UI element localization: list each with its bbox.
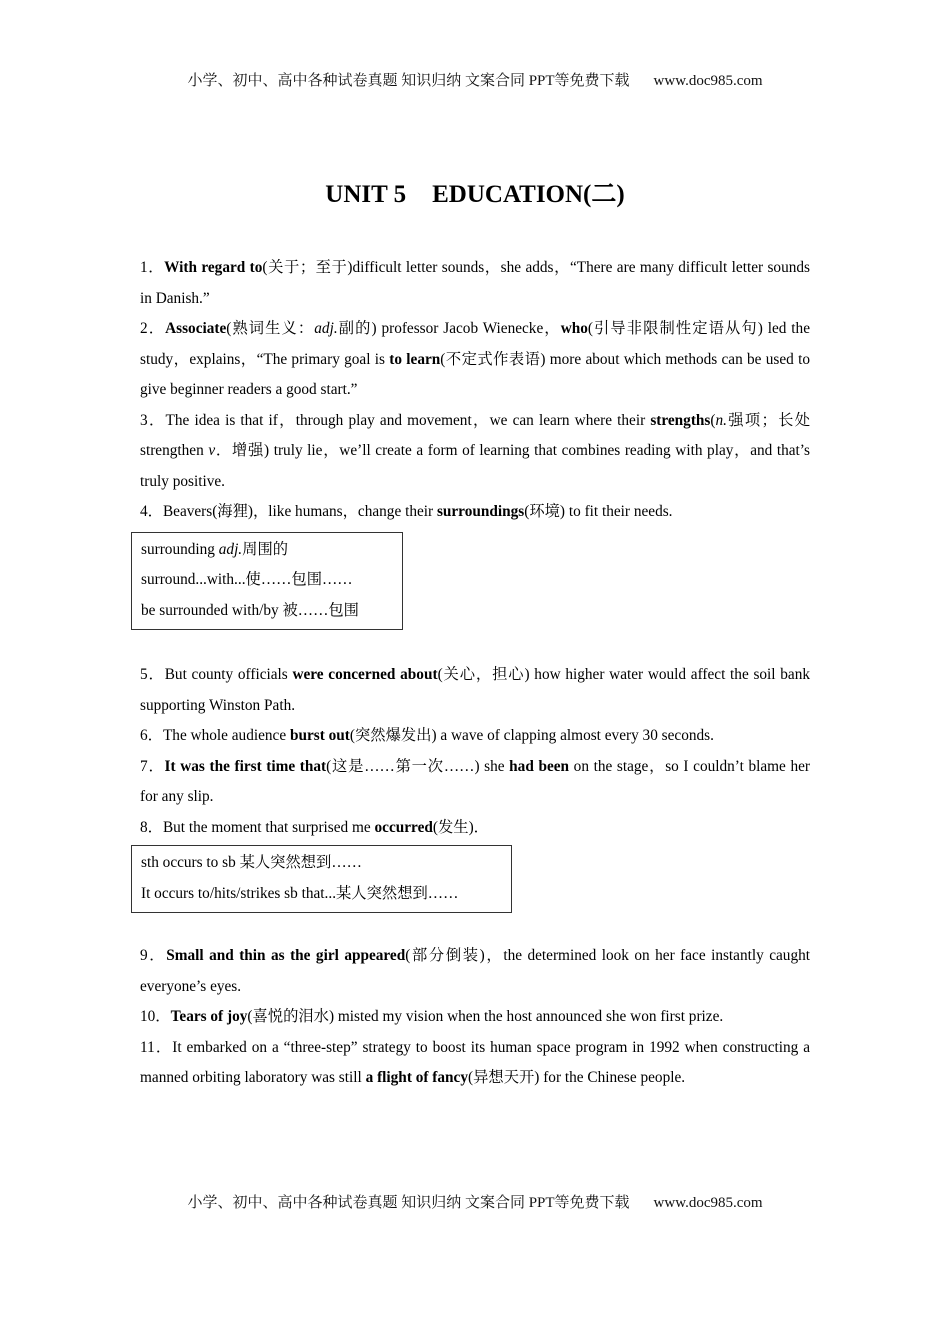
document-body xyxy=(140,253,810,1094)
sentence-item xyxy=(140,253,810,314)
sentence-text: (部分倒装)，the determined look on her face instantly caught everyone’s eyes. xyxy=(140,947,810,995)
key-phrase: who xyxy=(560,320,588,337)
key-phrase: were concerned about xyxy=(292,666,438,683)
sentence-text: (这是……第一次……) she xyxy=(326,757,510,775)
sentence-text: 6．The whole audience xyxy=(140,727,290,744)
page-title xyxy=(0,174,950,210)
sentence-text: n. xyxy=(715,411,727,429)
key-phrase: Small and thin as the girl appeared xyxy=(166,947,406,964)
key-phrase: With regard to xyxy=(164,259,263,276)
sentence-item xyxy=(140,1033,810,1094)
sentence-text: 11．It embarked on a “three-step” strategy to boost its human space program in 1992 when constructing a manned orbiting laboratory was still xyxy=(140,1038,810,1086)
sentence-text: (突然爆发出) a wave of clapping almost every 30 seconds. xyxy=(349,727,714,744)
sentence-list-1 xyxy=(140,253,810,528)
sentence-item xyxy=(140,721,810,752)
sentence-text: 2． xyxy=(140,320,166,337)
vocab-line: surround...with...使……包围…… xyxy=(141,571,353,588)
vocab-box-surround xyxy=(131,532,403,631)
key-phrase: burst out xyxy=(289,727,350,744)
key-phrase: to learn xyxy=(389,350,441,368)
sentence-text: 强项；长处 strengthen xyxy=(140,411,810,459)
key-phrase: surroundings xyxy=(436,503,525,520)
vocab-line: be surrounded with/by 被……包围 xyxy=(141,601,359,619)
page-header xyxy=(0,69,950,90)
sentence-list-3 xyxy=(140,941,810,1094)
sentence-item xyxy=(140,941,810,1002)
key-phrase: Tears of joy xyxy=(170,1008,248,1025)
sentence-text: (发生)． xyxy=(432,818,489,836)
sentence-text: (喜悦的泪水) misted my vision when the host announced she won first prize. xyxy=(247,1008,724,1025)
vocab-line: It occurs to/hits/strikes sb that...某人突然想到…… xyxy=(141,884,459,902)
sentence-text: (环境) to fit their needs. xyxy=(524,503,673,520)
sentence-text: on the stage，so I couldn’t blame her for any slip. xyxy=(140,757,810,805)
sentence-item xyxy=(140,813,810,844)
key-phrase: a flight of fancy xyxy=(365,1069,468,1086)
title-topic: EDUCATION(二) xyxy=(432,181,625,208)
sentence-text: 7． xyxy=(140,757,165,775)
sentence-text: 3．The idea is that if，through play and movement，we can learn where their xyxy=(140,411,651,429)
sentence-item xyxy=(140,660,810,721)
header-text: 小学、初中、高中各种试卷真题 知识归纳 文案合同 PPT等免费下载 xyxy=(187,73,630,89)
sentence-text: adj. xyxy=(314,320,338,337)
sentence-item xyxy=(140,406,810,498)
vocab-box-occur xyxy=(131,845,512,913)
key-phrase: occurred xyxy=(374,818,433,836)
sentence-item xyxy=(140,497,810,528)
key-phrase: It was the first time that xyxy=(164,757,327,775)
sentence-text: 10． xyxy=(140,1008,171,1025)
sentence-text: 8．But the moment that surprised me xyxy=(140,818,375,836)
sentence-list-2 xyxy=(140,660,810,843)
sentence-item xyxy=(140,314,810,406)
vocab-line: sth occurs to sb 某人突然想到…… xyxy=(141,854,362,871)
sentence-text: (不定式作表语) more about which methods can be used to give beginner readers a good start.” xyxy=(140,350,810,398)
sentence-text: v xyxy=(208,442,216,459)
vocab-line: surrounding adj.周围的 xyxy=(141,540,289,558)
footer-text: 小学、初中、高中各种试卷真题 知识归纳 文案合同 PPT等免费下载 xyxy=(187,1195,630,1211)
page-footer xyxy=(0,1191,950,1212)
title-unit: UNIT 5 xyxy=(325,181,407,208)
sentence-text: ( xyxy=(710,411,716,429)
sentence-text: (引导非限制性定语从句) led the study，explains，“The primary goal is xyxy=(140,320,810,368)
key-phrase: strengths xyxy=(650,411,711,429)
sentence-text: 4．Beavers(海狸)，like humans，change their xyxy=(140,503,437,520)
sentence-text: 1． xyxy=(140,259,165,276)
sentence-text: (关于；至于)difficult letter sounds，she adds，“There are many difficult letter sounds in Danish.” xyxy=(140,259,810,307)
sentence-item xyxy=(140,752,810,813)
header-site: www.doc985.com xyxy=(653,73,763,89)
key-phrase: had been xyxy=(509,757,570,775)
sentence-text: ．增强) truly lie，we’ll create a form of learning that combines reading with play，and that’s truly positive. xyxy=(140,442,811,490)
sentence-text: (熟词生义： xyxy=(226,320,315,337)
sentence-text: 5．But county officials xyxy=(140,666,293,683)
sentence-text: 9． xyxy=(140,947,167,964)
footer-site: www.doc985.com xyxy=(653,1195,763,1211)
sentence-item xyxy=(140,1002,810,1033)
sentence-text: 副的) professor Jacob Wienecke， xyxy=(337,320,561,337)
key-phrase: Associate xyxy=(165,320,227,337)
sentence-text: (关心，担心) how higher water would affect the soil bank supporting Winston Path. xyxy=(140,666,810,714)
sentence-text: (异想天开) for the Chinese people. xyxy=(468,1069,686,1086)
